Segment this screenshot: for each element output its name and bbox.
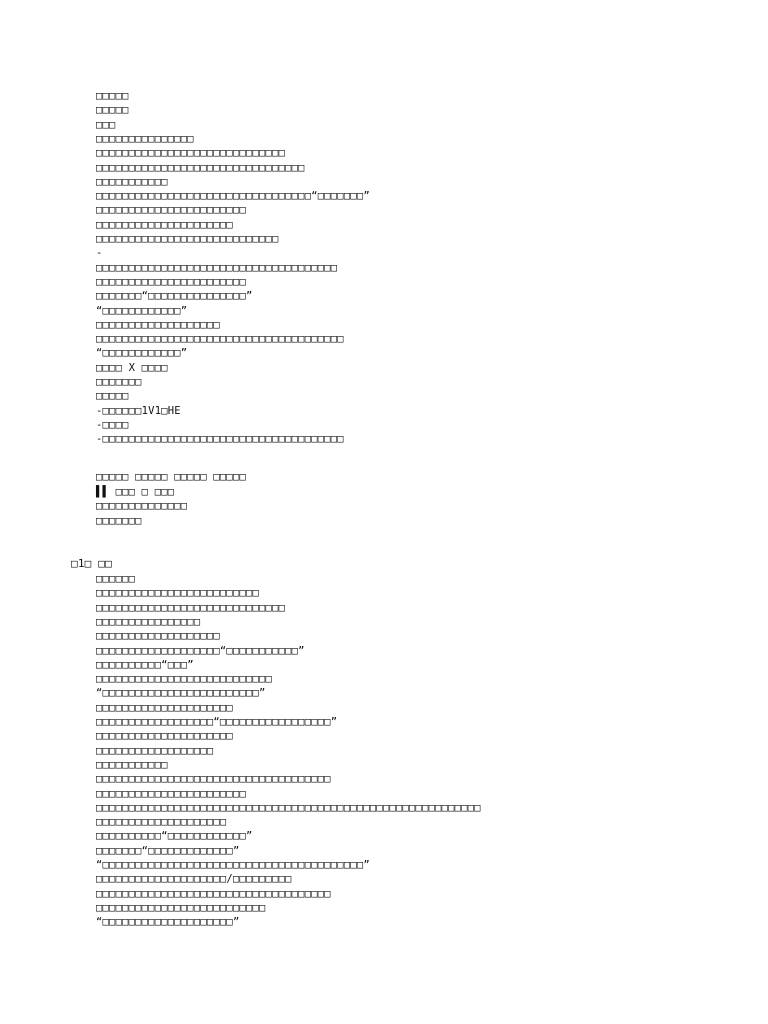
text-line: □□□□□□□□□□□□□□□□□□“□□□□□□□□□□□□□□□□□” bbox=[96, 716, 338, 728]
text-line: □□□□□□□□□□□□□□□□□□□□□□□□□□□□□□□□□□□□ bbox=[96, 773, 331, 786]
text-line: □□□□□ bbox=[96, 104, 129, 117]
text-line: □□□□□□□□□□□□□□□□□□□□□□□□□□□□□□□□□“□□□□□□□” bbox=[96, 190, 370, 203]
text-line: □□□□□□□□□□□□□□□□□□□□□□□□□□□□□□□□□□□□□ bbox=[96, 261, 338, 274]
text-line: □□□□□□□□□□□□□□□□□□□□□□□□□□□□□□□□□□□□□□ bbox=[96, 333, 344, 346]
text-line: -□□□□□□1V1□HE bbox=[96, 404, 181, 417]
text-line: □□□□□□□□□□□□□□□□□□□□□ bbox=[96, 218, 233, 231]
text-line: □□□□□□□□□□□□□□□□□□□□□□□□□□□□□□□□ bbox=[96, 161, 305, 174]
text-line: □□□□□□□“□□□□□□□□□□□□□□□” bbox=[96, 290, 253, 303]
text-line: “□□□□□□□□□□□□” bbox=[96, 304, 188, 317]
text-line: □□□□ X □□□□ bbox=[96, 361, 168, 374]
text-line: “□□□□□□□□□□□□□□□□□□□□□□□□” bbox=[96, 687, 266, 700]
text-line: “□□□□□□□□□□□□” bbox=[96, 347, 188, 360]
text-line: - bbox=[96, 247, 103, 260]
text-line: -□□□□ bbox=[96, 418, 129, 431]
text-line: □□□□□ □□□□□ □□□□□ □□□□□ bbox=[96, 471, 246, 483]
text-line: □□□□□□□□□□□□□□□ bbox=[96, 132, 194, 145]
text-line: □□□□□ bbox=[96, 390, 129, 403]
text-line: □□□ bbox=[96, 118, 116, 131]
text-line: □□□□□□□□□□□□□□□□ bbox=[96, 615, 201, 628]
text-line: □□□□□□□□□□□□□□□□□□□□□□□ bbox=[96, 204, 246, 217]
text-line: □□□□□□□□□□□ bbox=[96, 175, 168, 188]
text-line: □□□□□□□□□□□□□□□□□□□□□ bbox=[96, 730, 233, 743]
text-line: □□□□□□□□□□□□□□□□□□□ bbox=[96, 630, 220, 643]
text-line: □□□□□□□□□□“□□□” bbox=[96, 658, 194, 671]
text-line: □□□□□□□□□□□□□□□□□□□“□□□□□□□□□□□” bbox=[96, 644, 305, 657]
text-line: □□□□□□□□□□□□□□□□□□□□ bbox=[96, 816, 227, 829]
text-line: □□□□□□□□□□□□□□□□□□□□□□□□□□□□□ bbox=[96, 147, 286, 160]
text-line: □□□□□□□□□□□□□□□□□□□ bbox=[96, 318, 220, 331]
text-line: □□□□□□□□□□□□□□□□□□□□□□□□□□□ bbox=[96, 673, 273, 686]
text-line: “□□□□□□□□□□□□□□□□□□□□□□□□□□□□□□□□□□□□□□□□” bbox=[96, 859, 370, 871]
text-line: □□□□□□□□□□□□□□□□□□ bbox=[96, 744, 214, 757]
text-line: □□□□□□□□□□□□□□□□□□□□□□□□□□□□□□□□□□□□ bbox=[96, 887, 331, 900]
text-line: □□□□□□□□□□□□□□□□□□□□/□□□□□□□□□ bbox=[96, 873, 292, 886]
text-line: □□□□□□□□□□□□□□□□□□□□□□□ bbox=[96, 787, 246, 800]
text-line: □□□□□□□□□□□□□□□□□□□□□□□□□□□□ bbox=[96, 233, 279, 245]
section-heading: □1□ □□ bbox=[71, 557, 112, 570]
text-line: □□□□□□□□□□□ bbox=[96, 758, 168, 771]
text-line: □□□□□□□□□□□□□□□□□□□□□□□□□□□□□ bbox=[96, 601, 286, 614]
text-line: □□□□□□□ bbox=[96, 514, 142, 527]
text-line: □□□□□□□“□□□□□□□□□□□□□” bbox=[96, 844, 240, 857]
text-line: □□□□□□ bbox=[96, 573, 136, 585]
text-line: □□□□□□□ bbox=[96, 376, 142, 388]
text-line: □□□□□□□□□□□□□□ bbox=[96, 500, 188, 512]
text-line: □□□□□□□□□□□□□□□□□□□□□ bbox=[96, 701, 233, 714]
text-line: -□□□□□□□□□□□□□□□□□□□□□□□□□□□□□□□□□□□□□ bbox=[96, 433, 344, 446]
text-line: “□□□□□□□□□□□□□□□□□□□□” bbox=[96, 916, 240, 929]
text-line: □□□□□□□□□□□□□□□□□□□□□□□□□□□□□□□□□□□□□□□□□□□□□□□□□□□□□□□□□□□ bbox=[96, 801, 481, 814]
text-line: □□□□□□□□□□“□□□□□□□□□□□□” bbox=[96, 830, 253, 843]
text-line: ▌▌ □□□ □ □□□ bbox=[96, 485, 175, 498]
text-line: □□□□□□□□□□□□□□□□□□□□□□□□□□ bbox=[96, 901, 266, 914]
text-line: □□□□□□□□□□□□□□□□□□□□□□□□□ bbox=[96, 587, 260, 600]
text-line: □□□□□ bbox=[96, 90, 129, 102]
text-line: □□□□□□□□□□□□□□□□□□□□□□□ bbox=[96, 275, 246, 288]
